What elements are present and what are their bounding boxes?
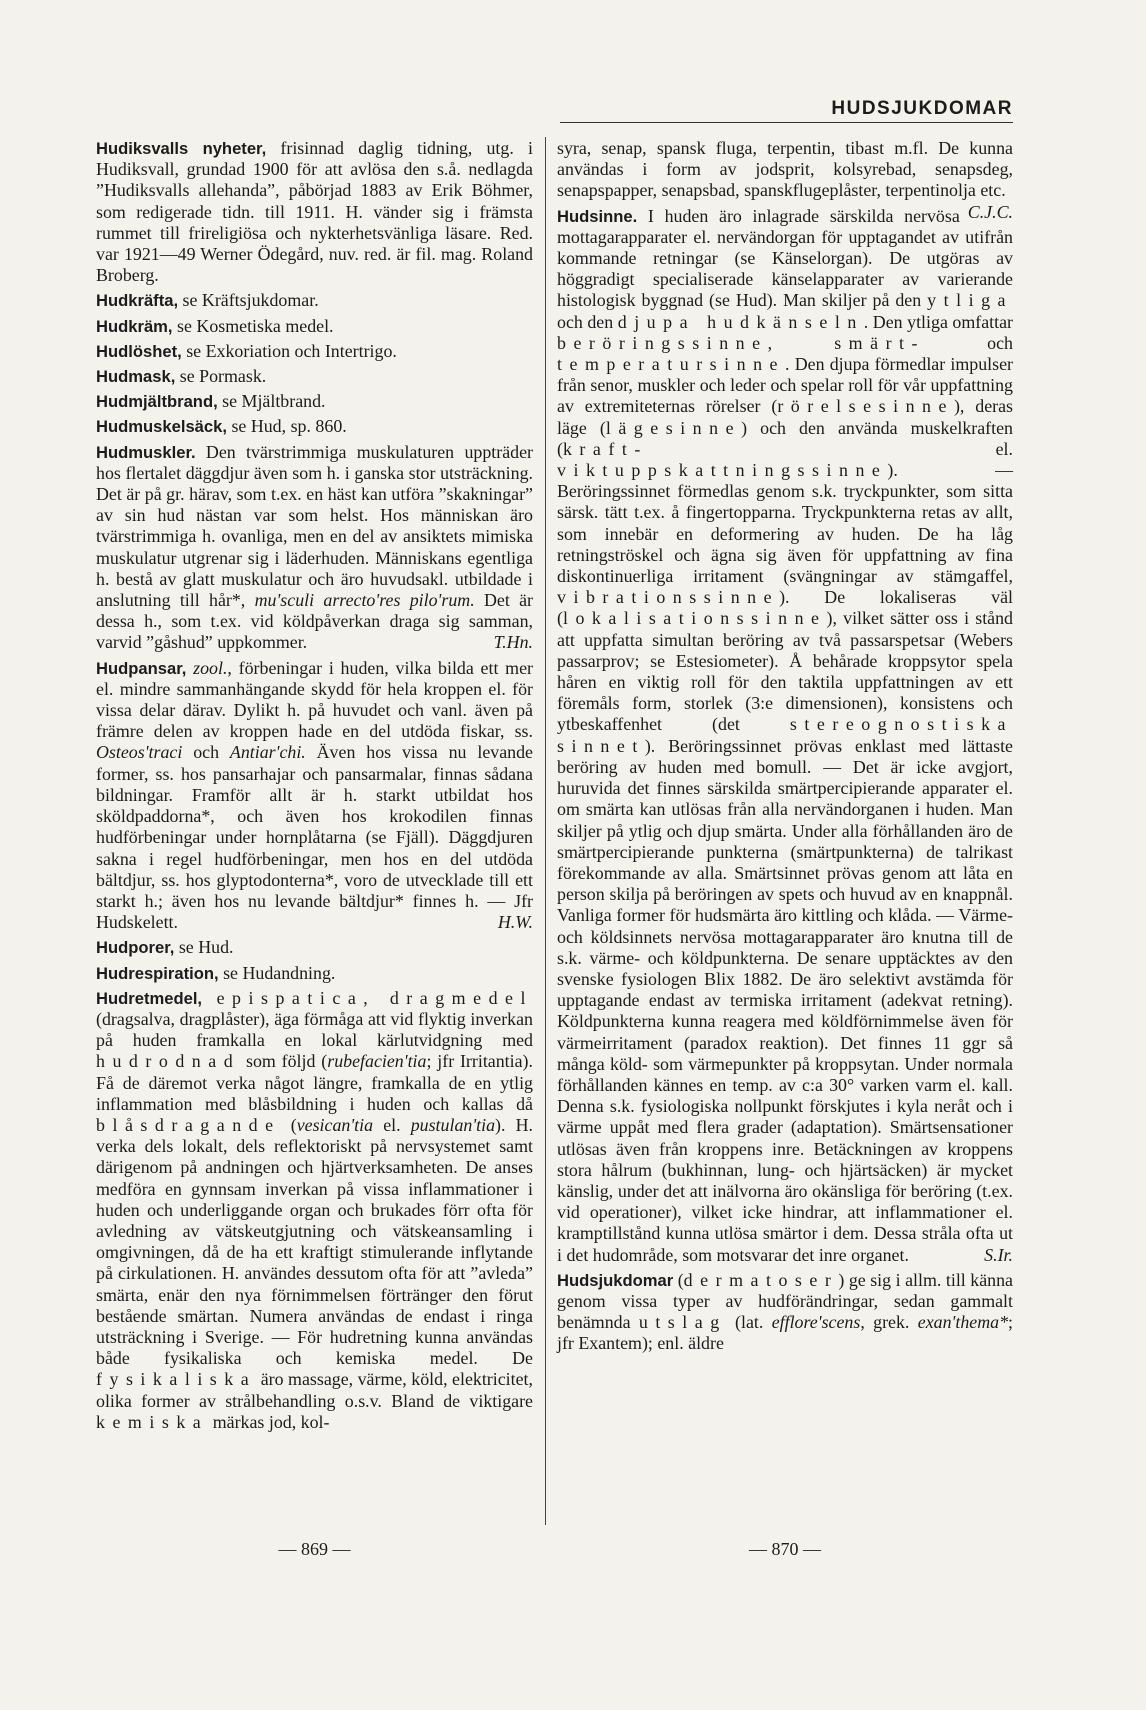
entry-text: Även hos vissa nu levande former, ss. hos pansarhajar och pansarmalar, finnas sådana bildningar. Framför allt är h. starkt utbildat hos sköldpaddorna*, och även hos krokodilen finnas hudförbeningar under hornplåtarna (se Fjäll). Däggdjuren sakna i regel hudförbeningar, men hos en del utdöda bältdjur, ss. hos glyptodonterna*, voro de utvecklade till ett starkt h.; även hos nu levande bältdjur* finnes h. — Jfr Hudskelett.: [96, 742, 533, 933]
spaced-term: rörelsesinne: [777, 396, 954, 417]
entry-text: se Exkoriation och Intertrigo.: [181, 340, 397, 361]
latin-term: pustulan'tia: [410, 1114, 496, 1135]
author-signature: S.Ir.: [984, 1244, 1013, 1265]
entry-text: äro massage, värme, köld, elektricitet, olika former av strålbehandling o.s.v. Bland de viktigare: [96, 1369, 533, 1411]
headword: Hudmjältbrand,: [96, 392, 218, 412]
latin-term: rubefacien'tia: [327, 1051, 427, 1072]
entry-text: ,: [767, 332, 835, 353]
entry-hudloshet: [96, 341, 533, 362]
entry-text: ) ge sig i allm. till känna genom vissa typer av hudförändringar, sedan gammalt benämnda: [557, 1269, 1013, 1333]
spaced-term: ytliga: [927, 290, 1013, 311]
headword: Hudsinne.: [557, 206, 638, 226]
entry-text: se Hudandning.: [218, 962, 336, 983]
headword: Hudsjukdomar: [557, 1270, 674, 1290]
headword: Hudmuskler.: [96, 442, 196, 462]
entry-text: se Hud, sp. 860.: [226, 416, 347, 437]
spaced-term: epispatica,: [216, 987, 376, 1008]
spaced-term: kemiska: [96, 1411, 209, 1432]
entry-text: Det är dessa h., som t.ex. vid köldpåverkan draga sig samman, varvid ”gåshud” uppkommer.: [96, 590, 533, 653]
entry-text: (dragsalva, dragplåster), äga förmåga att vid flyktig inverkan på huden framkalla en lokal kärlutvidgning med: [96, 1008, 533, 1051]
spaced-term: temperatursinne: [557, 354, 786, 375]
spaced-term: lokalisationssinne: [562, 608, 827, 629]
entry-text: ), vilket sätter oss i stånd att uppfatta simultan beröring av två passarspetsar (Webers passarprov; se Estesiometer). Å behårade kroppsytor spela håren en viktig roll för den taktila uppfattningen av ett föremåls form, storlek (3:e dimensionen), konsistens och ytbeskaffenhet (det: [557, 608, 1013, 735]
headword: Hudpansar,: [96, 658, 187, 678]
entry-text: (: [280, 1114, 297, 1135]
entry-text: . Den ytliga omfattar: [863, 311, 1014, 332]
entry-text: se Kosmetiska medel.: [172, 315, 334, 336]
field-label: zool.: [193, 657, 228, 678]
entry-text: se Pormask.: [175, 366, 267, 387]
headword: Hudkräm,: [96, 316, 173, 336]
entry-text: (lat.: [726, 1312, 772, 1333]
spaced-term: blåsdragande: [96, 1114, 281, 1135]
entry-text: (: [673, 1269, 684, 1290]
latin-term: mu'sculi arrecto'res pilo'rum.: [254, 590, 475, 611]
entry-text: och: [182, 742, 230, 763]
latin-term: exan'thema*: [917, 1312, 1009, 1333]
entry-hudporer: [96, 937, 533, 958]
spaced-term: dermatoser: [683, 1269, 839, 1290]
latin-term: vesican'tia: [296, 1114, 374, 1135]
entry-text: ). Beröringssinnet prövas enklast med lättaste beröring av huden med bomull. — Det är icke avgjort, huruvida det finnes särskilda smärtpercipierande apparater el. om smärta kan utlösas från alla nervändorganen i huden. Man skiljer på ytlig och djup smärta. Under alla förhållanden äro de smärtpercipierande punkterna (smärtpunkterna) de talrikast förekommande av alla. Smärtsinnet prövas genom att låta en person skilja på beröringen av spets och huvud av en knappnål. Vanliga former för hudsmärta äro kittling och klåda. — Värme- och köldsinnets nervösa mottagarapparater äro knutna till de s.k. värme- och köldpunkterna. De senare upptäcktes av den svenske fysiologen Blix 1882. De äro selektivt avstämda för upptagande endast av termiska irritament (adekvat retning). Köldpunkterna kunna reagera med köldförnimmelse även för värmeirritament (paradox reaktion). Det finnes 11 ggr så många köld- som värmepunkter på kroppsytan. Under normala förhållanden kännes en temp. av c:a 30° varken varm el. kall. Denna s.k. fysiologiska nollpunkt förskjutes i kyla neråt och i värme uppåt med flera grader (adaptation). Smärtsensationer utlösas även från kroppens inre. Betäckningen av kroppens stora hålrum (bukhinnan, lung- och hjärtsäcken) är mycket känslig, under det att inälvorna äro okänsliga för beröring (t.ex. vid operationer), vilket icke hindrar, att inflammationer el. kramptillstånd kunna utlösa smärtor i dem. Dessa stråla ofta ut i det hudområde, som motsvarar det inre organet.: [557, 735, 1013, 1265]
latin-term: efflore'scens: [771, 1312, 861, 1333]
headword: Hudlöshet,: [96, 341, 182, 361]
entry-text: ). De lokaliseras väl (: [557, 587, 1013, 629]
entry-hudmuskler: [96, 442, 533, 654]
entry-text: och den: [557, 311, 618, 332]
entry-hudsjukdomar: [557, 1270, 1013, 1355]
entry-hudmuskelsack: [96, 416, 533, 437]
headword: Hudmask,: [96, 367, 176, 387]
entry-text: I huden äro inlagrade särskilda nervösa mottagarapparater el. nervändorgan för upptagandet av utifrån kommande retningar (se Känselorgan). De utgöras av höggradigt specialiserade känselapparater av varierande histologisk byggnad (se Hud). Man skiljer på den: [557, 205, 1013, 311]
spaced-term: hudrodnad: [96, 1051, 241, 1072]
entry-text: Den tvärstrimmiga muskulaturen uppträder hos flertalet däggdjur även som h. i ganska stor utsträckning. Det är på gr. härav, som t.ex. en häst kan utföra ”skakningar” av sin hud nästan var som helst. Hos människan äro tvärstrimmiga h. ovanliga, men en del av ansiktets mimiska muskulatur utgrenar sig i läderhuden. Människans egentliga h. bestå av glatt muskulatur och äro huvudsakl. utbildade i anslutning till hår*,: [96, 441, 533, 611]
entry-text: och: [925, 332, 1013, 353]
entry-text: se Hud.: [174, 937, 234, 958]
entry-text: märkas jod, kol-: [208, 1411, 330, 1432]
entry-text: frisinnad daglig tidning, utg. i Hudiksvall, grundad 1900 för att avlösa den s.å. nedlagda ”Hudiksvalls allehanda”, påbörjad 1883 av Erik Böhmer, som redigerade tidn. till 1911. H. vänder sig i främsta rummet till frireligiösa och nykterhetsvänliga läsare. Red. var 1921—49 Werner Ödegård, nuv. red. är fil. mag. Roland Broberg.: [96, 138, 533, 286]
headword: Hudkräfta,: [96, 291, 179, 311]
entry-text: el.: [647, 438, 1013, 459]
spaced-term: utslag: [638, 1312, 727, 1333]
spaced-term: vibrationssinne: [557, 587, 780, 608]
entry-text: ). H. verka dels lokalt, dels reflektoriskt på nervsystemet samt därigenom på andningen och hjärtverksamheten. De anses medföra en gynnsam inverkan på vissa inflammationer i huden och underliggande organ och brukades förr ofta för avledning av vätskeutgjutning och vätskeansamling i omgivningen, då de ha ett kraftigt stimulerande inflytande på cirkulationen. H. användes dessutom ofta för att ”avleda” smärta, enär den nya förnimmelsen förtränger den förut bestående smärtan. Numera användas de endast i ringa utsträckning i Sverige. — För hudretning kunna användas både fysikaliska och kemiska medel. De: [96, 1114, 533, 1369]
entry-hudmjaltbrand: [96, 391, 533, 412]
entry-text: , grek.: [860, 1312, 918, 1333]
entry-hudpansar: [96, 658, 533, 934]
right-column: [557, 138, 1013, 1359]
spaced-term: dragmedel: [389, 987, 533, 1008]
entry-hudkram: [96, 316, 533, 337]
author-signature: H.W.: [497, 912, 533, 933]
entry-text: se Mjältbrand.: [217, 391, 326, 412]
running-header: HUDSJUKDOMAR: [560, 98, 1013, 123]
entry-hudkrafta: [96, 290, 533, 311]
headword: Hudretmedel,: [96, 988, 203, 1008]
author-signature: T.Hn.: [493, 632, 533, 653]
latin-term: Osteos'traci: [96, 742, 183, 763]
entry-hudiksvalls-nyheter: [96, 138, 533, 286]
entry-text: se Kräftsjukdomar.: [178, 290, 319, 311]
left-column: [96, 138, 533, 1437]
spaced-term: djupa hudkänseln: [617, 311, 864, 332]
entry-hudsinne: [557, 206, 1013, 1266]
entry-hudretmedel: [96, 988, 533, 1433]
spaced-term: viktuppskattningssinne: [557, 460, 888, 481]
entry-text: . Den djupa förmedlar impulser från senor, muskler och leder och spelar roll för vår uppfattning av extremiteternas rörelser (: [557, 354, 1013, 417]
page-number-right: — 870 —: [749, 1539, 821, 1559]
headword: Hudiksvalls nyheter,: [96, 139, 267, 158]
spaced-term: kraft-: [562, 438, 648, 459]
entry-text: ), deras läge (: [557, 396, 1013, 438]
entry-text: ). — Beröringssinnet förmedlas genom s.k. tryckpunkter, som sitta särsk. tätt t.ex. å fingertopparna. Tryckpunkterna retas av allt, som innebär en deformering av huden. De ha låg retningströskel och ägna sig även för uppfattning av fina diskontinuerliga irritament (svängningar av stämgaffel,: [557, 460, 1013, 587]
headword: Hudporer,: [96, 938, 175, 958]
spaced-term: fysikaliska: [96, 1369, 257, 1390]
spaced-term: stereognostiska sinnet: [557, 714, 1013, 756]
spaced-term: beröringssinne: [557, 332, 768, 353]
headword: Hudmuskelsäck,: [96, 417, 227, 437]
headword: Hudrespiration,: [96, 963, 219, 983]
author-signature: C.J.C.: [967, 201, 1013, 222]
entry-text: ) och den använda muskelkraften (: [557, 417, 1013, 459]
entry-text: ; jfr Irritantia). Få de däremot verka något längre, framkalla de en ytlig inflammation med blåsbildning i huden och kallas då: [96, 1051, 533, 1114]
latin-term: Antiar'chi.: [229, 742, 306, 763]
entry-text: el.: [373, 1114, 411, 1135]
page-number-left: — 869 —: [278, 1539, 351, 1559]
column-divider: [545, 137, 546, 1525]
entry-text: ; jfr Exantem); enl. äldre: [557, 1312, 1013, 1354]
spaced-term: lägesinne: [605, 417, 742, 438]
entry-text: som följd (: [240, 1051, 328, 1072]
entry-text: syra, senap, spansk fluga, terpentin, tibast m.fl. De kunna användas i form av jodsprit, kolsyrebad, senapsdeg, senapspapper, senapsbad, spanskflugeplåster, terpentinolja etc.: [557, 138, 1013, 201]
entry-text: , förbeningar i huden, vilka bilda ett mer el. mindre sammanhängande skydd för hela kroppen el. för vissa delar därav. Dylikt h. på huvudet och vanl. även på främre delen av kroppen hade en del utdöda fiskar, ss.: [96, 657, 533, 742]
spaced-term: smärt-: [834, 332, 926, 353]
entry-hudrespiration: [96, 963, 533, 984]
entry-hudmask: [96, 366, 533, 387]
